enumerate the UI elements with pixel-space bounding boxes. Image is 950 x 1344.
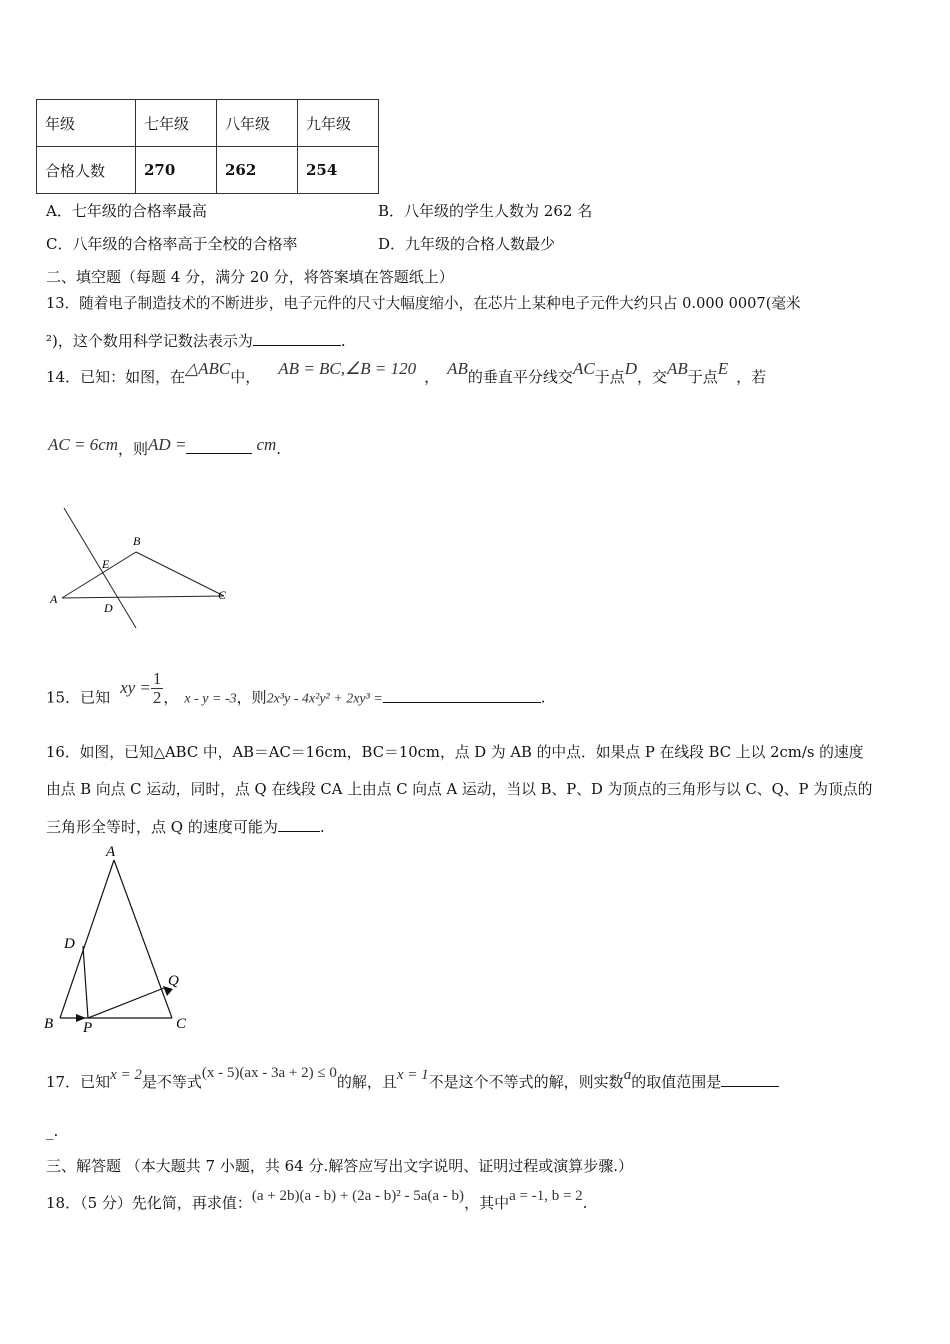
table-row-label: 合格人数 [37,147,136,194]
q16-line3: 三角形全等时，点 Q 的速度可能为 . [46,818,325,836]
option-d: D．九年级的合格人数最少 [378,235,556,253]
label-e: E [102,557,110,571]
segment-ab [62,552,136,598]
q15-line: 15．已知xy = $\frac{1}{2}$ ， x - y = -3，则2x³y - 4x²y² + 2xy³ = . [46,669,546,707]
table-cell: 254 [298,147,379,194]
answer-blank [383,688,541,703]
q16-figure [40,840,200,1036]
option-c: C．八年级的合格率高于全校的合格率 [46,235,298,253]
segment-ac [62,596,224,598]
label-a: A [106,844,116,860]
answer-blank [186,439,252,454]
side-ac [114,860,172,1018]
label-d: D [104,601,113,615]
table-cell: 262 [217,147,298,194]
answer-blank [278,817,320,832]
section-2-heading: 二、填空题（每题 4 分，满分 20 分，将答案填在答题纸上） [46,268,454,286]
q13-line1: 13．随着电子制造技术的不断进步，电子元件的尺寸大幅度缩小，在芯片上某种电子元件大约只占 0.000 0007(毫米 [46,295,801,312]
section-3-heading: 三、解答题 （本大题共 7 小题，共 64 分.解答应写出文字说明、证明过程或演算步骤.） [46,1157,634,1175]
label-d: D [64,936,75,952]
q14-figure [44,500,250,632]
q13-line2: ²)，这个数用科学记数法表示为 . [46,332,346,350]
option-b: B．八年级的学生人数为 262 名 [378,202,593,220]
table-header-cell: 年级 [37,100,136,147]
label-p: P [83,1020,93,1036]
segment-bc [136,552,224,596]
answer-blank [721,1072,779,1087]
q17-line1: 17．已知x = 2是不等式(x - 5)(ax - 3a + 2) ≤ 0的解，且x = 1不是这个不等式的解，则实数a的取值范围是 [46,1071,779,1092]
q14-line2: AC = 6cm，则AD = cm. [48,435,282,458]
q14-line1: 14．已知：如图，在△ABC中， AB = BC,∠B = 120 ， AB的垂直平分线交AC于点D，交AB于点E ，若 [46,359,767,386]
segment-dp [83,946,88,1018]
table-header-cell: 九年级 [298,100,379,147]
q17-line2: _. [46,1122,59,1140]
answer-blank [253,331,341,346]
table-row [37,147,379,194]
label-c: C [218,588,227,602]
table-header-cell: 八年级 [217,100,298,147]
label-c: C [176,1016,187,1032]
table-header-cell: 七年级 [136,100,217,147]
grade-table [36,99,379,194]
table-cell: 270 [136,147,217,194]
label-q: Q [168,973,179,989]
table-header-row [37,100,379,147]
perpendicular-bisector [64,508,136,628]
segment-pq [88,988,164,1018]
fraction: $\frac{1}{2}$ [152,669,162,707]
q18-line: 18．（5 分）先化简，再求值：(a + 2b)(a - b) + (2a - b)² - 5a(a - b)，其中a = -1, b = 2. [46,1188,588,1212]
label-b: B [133,534,141,548]
option-a: A．七年级的合格率最高 [46,202,207,220]
label-a: A [50,592,58,606]
q16-line2: 由点 B 向点 C 运动，同时，点 Q 在线段 CA 上由点 C 向点 A 运动，当以 B、P、D 为顶点的三角形与以 C、Q、P 为顶点的 [46,781,873,798]
label-b: B [44,1016,54,1032]
q16-line1: 16．如图，已知△ABC 中，AB＝AC＝16cm，BC＝10cm，点 D 为 AB 的中点．如果点 P 在线段 BC 上以 2cm/s 的速度 [46,744,864,761]
